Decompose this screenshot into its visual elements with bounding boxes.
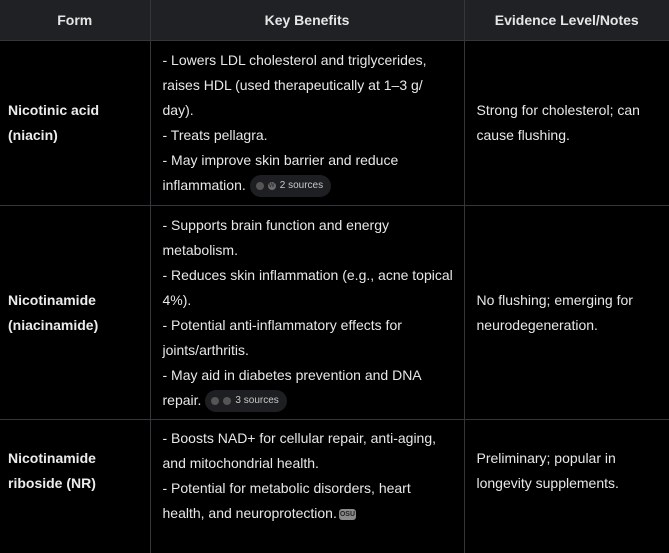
form-cell <box>0 420 150 553</box>
header-row <box>0 0 669 41</box>
benefit-item: - Treats pellagra. <box>163 123 454 148</box>
sources-label: 3 sources <box>235 390 278 412</box>
form-alias: (niacin) <box>8 123 140 148</box>
form-cell <box>0 206 150 420</box>
benefit-item-with-citation <box>163 476 454 526</box>
osu-favicon-icon[interactable]: OSU <box>339 509 356 520</box>
sources-label: 2 sources <box>280 175 323 197</box>
benefit-item-with-citation <box>163 363 454 413</box>
w-favicon-icon: W <box>268 182 276 190</box>
benefit-item: - Lowers LDL cholesterol and triglycerides, raises HDL (used therapeutically at 1–3 g/ day). <box>163 48 454 123</box>
form-name: Nicotinamide <box>8 446 140 471</box>
form-name: Nicotinamide <box>8 288 140 313</box>
benefits-cell <box>150 206 464 420</box>
form-alias: riboside (NR) <box>8 471 140 496</box>
table-row <box>0 206 669 420</box>
form-name: Nicotinic acid <box>8 98 140 123</box>
benefits-cell <box>150 420 464 553</box>
benefit-item: - May improve skin barrier and reduce inflammation. <box>163 152 399 193</box>
source-favicon-icon <box>256 182 264 190</box>
benefit-item: - Potential anti-inflammatory effects for joints/arthritis. <box>163 313 454 363</box>
benefit-item: - Boosts NAD+ for cellular repair, anti-aging, and mitochondrial health. <box>163 426 454 476</box>
source-favicon-icon <box>223 397 231 405</box>
benefit-item: - Supports brain function and energy metabolism. <box>163 213 454 263</box>
notes-cell: No flushing; emerging for neurodegeneration. <box>464 206 669 420</box>
sources-pill[interactable] <box>205 390 286 412</box>
source-favicon-icon <box>211 397 219 405</box>
form-alias: (niacinamide) <box>8 313 140 338</box>
table-row <box>0 41 669 206</box>
benefit-item-with-citation <box>163 148 454 198</box>
notes-cell: Strong for cholesterol; can cause flushing. <box>464 41 669 206</box>
sources-pill[interactable] <box>250 175 331 197</box>
header-evidence-notes: Evidence Level/Notes <box>464 0 669 41</box>
header-key-benefits: Key Benefits <box>150 0 464 41</box>
benefit-item: - Reduces skin inflammation (e.g., acne topical 4%). <box>163 263 454 313</box>
notes-cell: Preliminary; popular in longevity supplements. <box>464 420 669 553</box>
benefit-item: - Potential for metabolic disorders, heart health, and neuroprotection. <box>163 480 411 521</box>
table-row <box>0 420 669 553</box>
benefits-cell <box>150 41 464 206</box>
benefit-item: - May aid in diabetes prevention and DNA repair. <box>163 367 421 408</box>
header-form: Form <box>0 0 150 41</box>
form-cell <box>0 41 150 206</box>
